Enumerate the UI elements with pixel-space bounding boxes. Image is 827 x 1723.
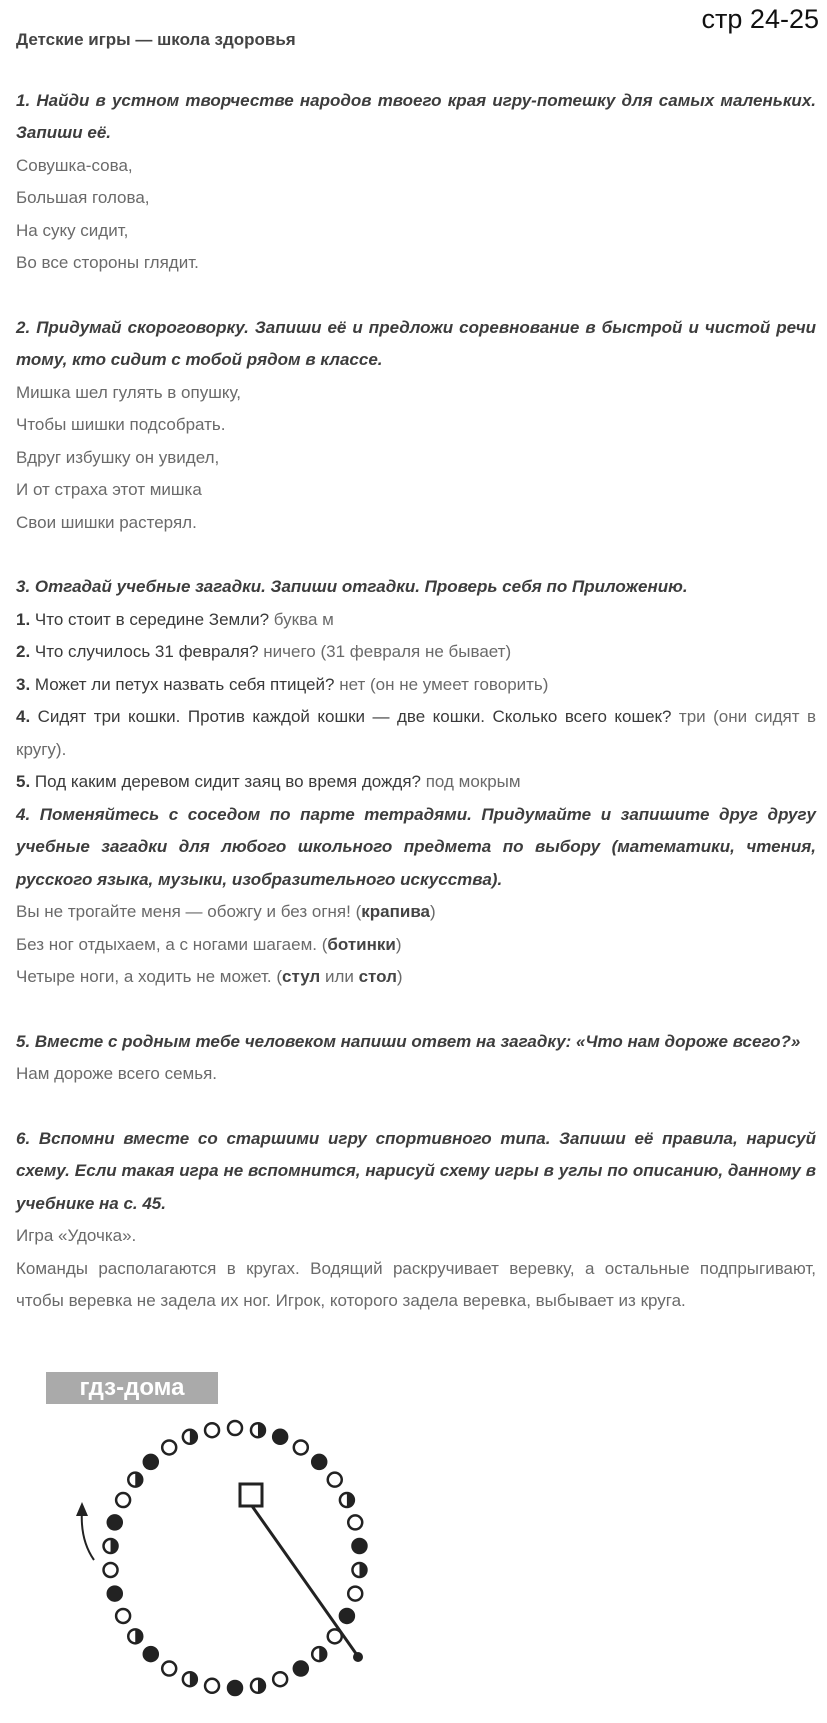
- player-marker: [128, 1473, 142, 1487]
- riddle-number: 3.: [16, 674, 31, 694]
- poem-line: Чтобы шишки подсобрать.: [16, 415, 226, 434]
- riddle-line: Вы не трогайте меня — обожгу и без огня! (крапива): [16, 902, 436, 921]
- player-marker: [162, 1440, 176, 1454]
- poem-line: Вдруг избушку он увидел,: [16, 447, 220, 467]
- player-marker: [273, 1430, 287, 1444]
- document-body: [16, 24, 816, 1318]
- rope-line: [252, 1506, 357, 1655]
- player-marker: [348, 1515, 362, 1529]
- riddle-number: 5.: [16, 772, 31, 791]
- riddle-answer: стол: [358, 967, 397, 986]
- player-marker: [348, 1587, 362, 1601]
- game-rules: Команды располагаются в кругах. Водящий раскручивает веревку, а остальные подпрыгивают, чтобы веревка не задела их ног. Игрок, которого задела веревка, выбывает из круга.: [16, 1258, 816, 1310]
- riddle-answer: буква м: [269, 609, 334, 629]
- page-number: стр 24-25: [701, 4, 819, 34]
- player-marker: [328, 1473, 342, 1487]
- player-marker: [228, 1421, 242, 1435]
- player-marker: [162, 1662, 176, 1676]
- riddle-question: Может ли петух назвать себя птицей?: [30, 674, 335, 694]
- player-marker: [228, 1681, 242, 1695]
- player-marker: [116, 1493, 130, 1507]
- riddle-number: 2.: [16, 642, 31, 661]
- player-marker: [273, 1672, 287, 1686]
- riddle-answer: стул: [281, 967, 321, 986]
- player-circle: [104, 1421, 367, 1695]
- riddle-answer: крапива: [361, 902, 430, 921]
- arrowhead-icon: [76, 1502, 88, 1516]
- task1-question: 1. Найди в устном творчестве народов твоего края игру-потешку для самых маленьких. Запиши её.: [16, 90, 816, 142]
- player-marker: [128, 1629, 142, 1643]
- task5-question: 5. Вместе с родным тебе человеком напиши ответ на загадку: «Что нам дороже всего?»: [16, 1031, 801, 1051]
- task2-question: 2. Придумай скороговорку. Запиши её и предложи соревнование в быстрой и чистой речи тому, кто сидит с тобой рядом в классе.: [16, 317, 816, 369]
- task6-question: 6. Вспомни вместе со старшими игру спортивного типа. Запиши её правила, нарисуй схему. Если такая игра не вспомнится, нарисуй схему игры в углы по описанию, данному в учебнике на с. 45.: [16, 1128, 816, 1213]
- riddle-line: Без ног отдыхаем, а с ногами шагаем. (ботинки): [16, 934, 402, 954]
- riddle-answer: три (они сидят в кругу).: [16, 707, 816, 759]
- task5-answer: Нам дороже всего семья.: [16, 1064, 218, 1083]
- leader-square: [240, 1484, 262, 1506]
- player-marker: [104, 1539, 118, 1553]
- riddle-item: [16, 766, 816, 799]
- player-marker: [108, 1515, 122, 1529]
- riddle-number: 1.: [16, 609, 31, 629]
- player-marker: [205, 1679, 219, 1693]
- rotation-arrow-icon: [82, 1510, 94, 1560]
- game-name: Игра «Удочка».: [16, 1226, 137, 1245]
- riddle-number: 4.: [16, 707, 31, 726]
- player-marker: [352, 1539, 366, 1553]
- player-marker: [183, 1672, 197, 1686]
- riddle-question: Что стоит в середине Земли?: [30, 609, 270, 629]
- player-marker: [312, 1455, 326, 1469]
- player-marker: [251, 1423, 265, 1437]
- riddle-question: Сидят три кошки. Против каждой кошки — две кошки. Сколько всего кошек?: [30, 707, 672, 726]
- riddle-answer: ничего (31 февраля не бывает): [258, 642, 512, 661]
- riddle-line: Четыре ноги, а ходить не может. (стул или стол): [16, 967, 403, 986]
- task4-question: 4. Поменяйтесь с соседом по парте тетрадями. Придумайте и запишите друг другу учебные загадки для любого школьного предмета по выбору (математики, чтения, русского языка, музыки, изобразительного искусства).: [16, 804, 816, 889]
- player-marker: [144, 1455, 158, 1469]
- poem-line: Большая голова,: [16, 188, 150, 207]
- task3-answers: [16, 604, 816, 799]
- task1-answer: [16, 150, 816, 280]
- task2-answer: [16, 377, 816, 540]
- task4-answers: [16, 896, 816, 994]
- poem-line: Мишка шел гулять в опушку,: [16, 382, 241, 402]
- player-marker: [251, 1679, 265, 1693]
- player-marker: [340, 1609, 354, 1623]
- player-marker: [294, 1662, 308, 1676]
- task3-question: 3. Отгадай учебные загадки. Запиши отгадки. Проверь себя по Приложению.: [16, 577, 688, 596]
- riddle-item: [16, 604, 816, 637]
- watermark: гдз-дома: [46, 1372, 218, 1404]
- poem-line: Во все стороны глядит.: [16, 253, 199, 272]
- player-marker: [104, 1563, 118, 1577]
- riddle-question: Что случилось 31 февраля?: [30, 642, 259, 661]
- player-marker: [294, 1440, 308, 1454]
- player-marker: [205, 1423, 219, 1437]
- poem-line: Совушка-сова,: [16, 155, 133, 175]
- riddle-item: [16, 669, 816, 702]
- page-title: Детские игры — школа здоровья: [16, 30, 296, 49]
- riddle-item: [16, 636, 816, 669]
- player-marker: [352, 1563, 366, 1577]
- riddle-question: Под каким деревом сидит заяц во время дождя?: [30, 772, 421, 791]
- player-marker: [340, 1493, 354, 1507]
- player-marker: [183, 1430, 197, 1444]
- player-marker: [116, 1609, 130, 1623]
- poem-line: На суку сидит,: [16, 220, 129, 240]
- player-marker: [312, 1647, 326, 1661]
- poem-line: Свои шишки растерял.: [16, 512, 197, 532]
- rope-end: [353, 1652, 363, 1662]
- poem-line: И от страха этот мишка: [16, 480, 202, 499]
- game-diagram: [60, 1400, 440, 1720]
- player-marker: [144, 1647, 158, 1661]
- riddle-answer: ботинки: [327, 934, 396, 954]
- riddle-answer: под мокрым: [421, 772, 521, 791]
- player-marker: [108, 1587, 122, 1601]
- riddle-answer: нет (он не умеет говорить): [334, 674, 549, 694]
- riddle-item: [16, 701, 816, 766]
